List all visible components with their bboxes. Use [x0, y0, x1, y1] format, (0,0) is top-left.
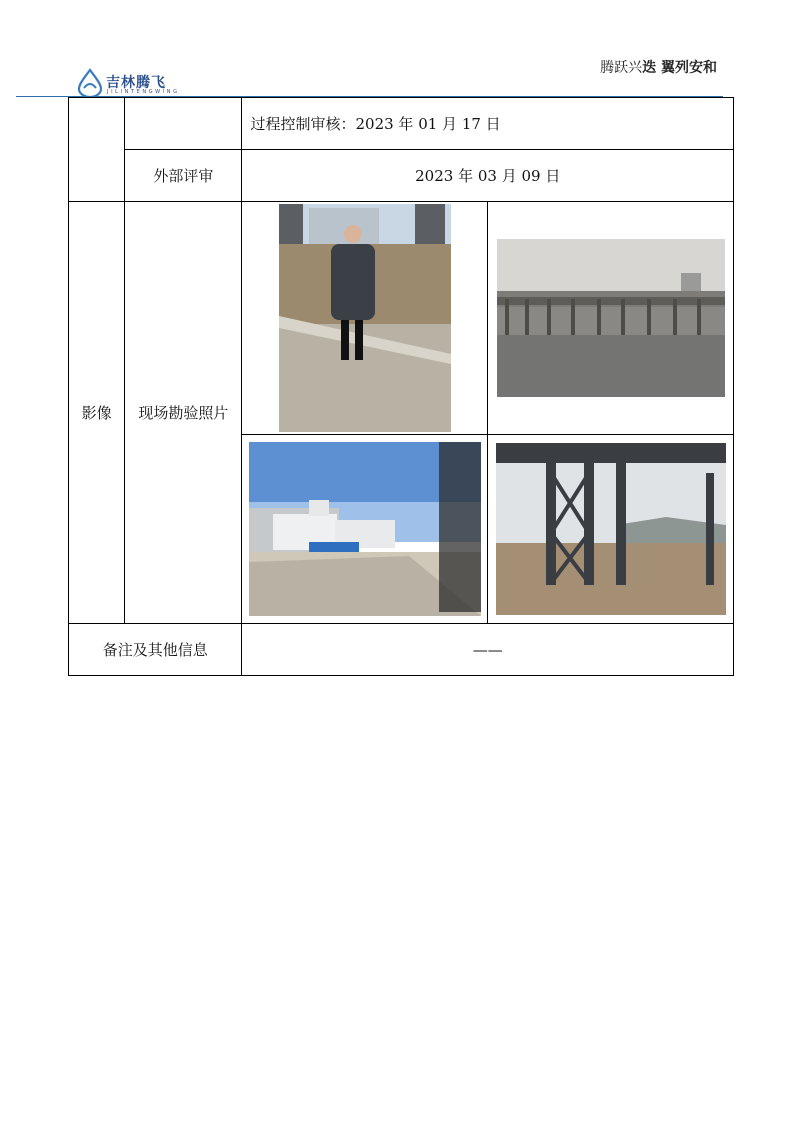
water-drop-logo-icon: [76, 68, 104, 98]
slogan-part-2: 迭 翼列安和: [642, 60, 717, 76]
table-row: [69, 150, 734, 202]
factory-building-photo: [249, 442, 481, 616]
logo-name: 吉林腾飞: [106, 75, 166, 91]
company-logo: [76, 68, 196, 98]
external-review-value: 2023 年 03 月 09 日: [242, 150, 734, 202]
header-slogan: [600, 57, 717, 77]
photo-cell: [488, 435, 734, 624]
site-photos-label: 现场勘验照片: [125, 202, 242, 624]
record-table: [68, 97, 734, 676]
table-row: [69, 202, 734, 435]
image-category-label: 影像: [69, 202, 125, 624]
pipe-rack-road-photo: [497, 239, 725, 397]
remarks-label: 备注及其他信息: [69, 624, 242, 676]
empty-cell: [125, 98, 242, 150]
photo-cell: [242, 202, 488, 435]
external-review-label: 外部评审: [125, 150, 242, 202]
table-row: [69, 98, 734, 150]
remarks-value: ——: [242, 624, 734, 676]
slogan-part-1: 腾跃兴: [600, 60, 643, 76]
person-site-photo: [279, 204, 451, 432]
process-audit-value: 过程控制审核：2023 年 01 月 17 日: [242, 98, 734, 150]
empty-cell: [69, 98, 125, 202]
logo-subtitle: JILINTENGWING: [107, 89, 180, 95]
steel-frame-photo: [496, 443, 726, 615]
photo-cell: [488, 202, 734, 435]
photo-cell: [242, 435, 488, 624]
table-row: [69, 624, 734, 676]
